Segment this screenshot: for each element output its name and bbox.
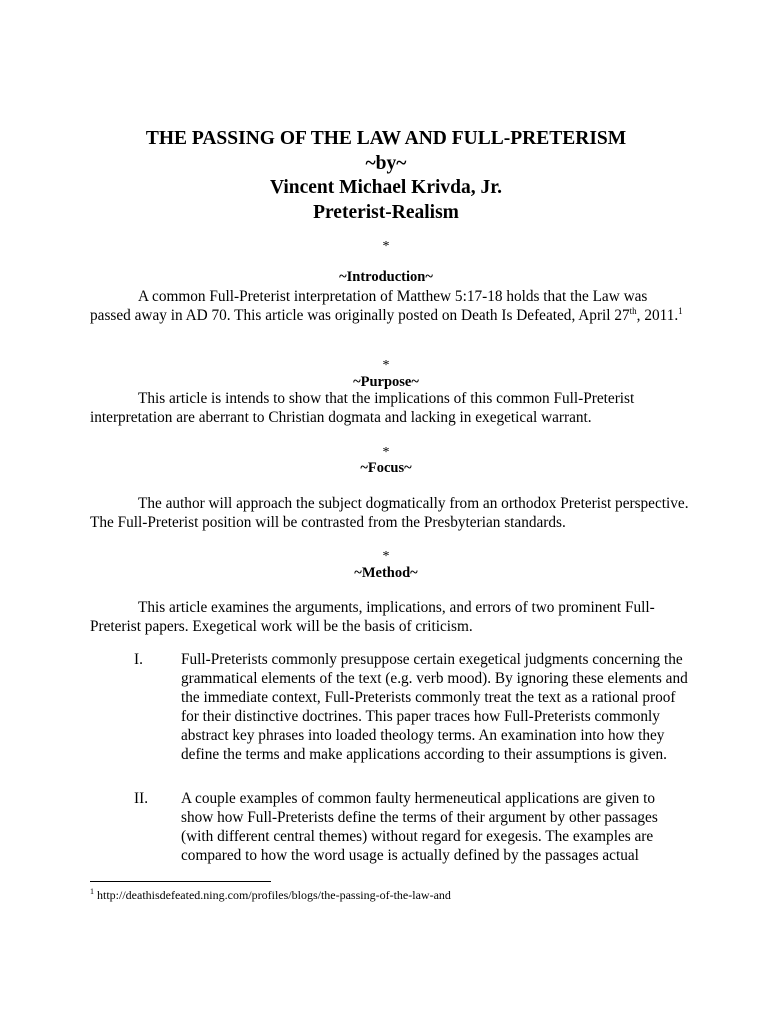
- author-name: Vincent Michael Krivda, Jr.: [270, 177, 502, 198]
- introduction-paragraph: [90, 287, 690, 325]
- ordinal-suffix: th: [629, 305, 637, 316]
- focus-heading: ~Focus~: [360, 460, 412, 476]
- separator-star: *: [382, 239, 390, 254]
- title-by-line: ~by~: [365, 152, 407, 174]
- method-heading: ~Method~: [354, 565, 418, 581]
- list-item-text: A couple examples of common faulty hermeneutical applications are given to show how Full-Preterists define the terms of their argument by other passages (with different central themes) without regard for exegesis. The examples are compared to how the word usage is actually defined by the passages actual: [181, 790, 658, 864]
- method-paragraph: This article examines the arguments, implications, and errors of two prominent Full-Preterist papers. Exegetical work will be the basis of criticism.: [90, 599, 655, 635]
- author-affiliation: Preterist-Realism: [313, 201, 459, 223]
- separator-star: *: [382, 549, 390, 564]
- purpose-heading: ~Purpose~: [353, 374, 419, 390]
- footnote-reference: 1: [678, 305, 683, 316]
- footnote: [90, 888, 451, 903]
- list-item-number: II.: [134, 790, 149, 807]
- purpose-paragraph: This article is intends to show that the implications of this common Full-Preterist interpretation are aberrant to Christian dogmata and lacking in exegetical warrant.: [90, 390, 635, 426]
- focus-paragraph: The author will approach the subject dogmatically from an orthodox Preterist perspective. The Full-Preterist position will be contrasted from the Presbyterian standards.: [90, 495, 689, 531]
- footnote-number: 1: [90, 887, 94, 896]
- introduction-text-end: , 2011.: [636, 307, 679, 324]
- footnote-url[interactable]: http://deathisdefeated.ning.com/profiles/blogs/the-passing-of-the-law-and: [97, 888, 451, 902]
- introduction-heading: ~Introduction~: [339, 269, 433, 285]
- separator-star: *: [382, 445, 390, 460]
- list-item-number: I.: [134, 651, 143, 668]
- document-title: THE PASSING OF THE LAW AND FULL-PRETERISM: [145, 128, 627, 149]
- introduction-text: A common Full-Preterist interpretation of Matthew 5:17-18 holds that the Law was passed away in AD 70. This article was originally posted on Death Is Defeated, April 27: [90, 288, 648, 324]
- document-title-block: [0, 127, 768, 225]
- footnote-divider: [90, 881, 271, 882]
- separator-star: *: [382, 358, 390, 373]
- list-item-text: Full-Preterists commonly presuppose certain exegetical judgments concerning the grammatical elements of the text (e.g. verb mood). By ignoring these elements and the immediate context, Full-Preterists commonly treat the text as a rational proof for their distinctive doctrines. This paper traces how Full-Preterists commonly abstract key phrases into loaded theology terms. An examination into how they define the terms and make applications according to their assumptions is given.: [181, 651, 688, 763]
